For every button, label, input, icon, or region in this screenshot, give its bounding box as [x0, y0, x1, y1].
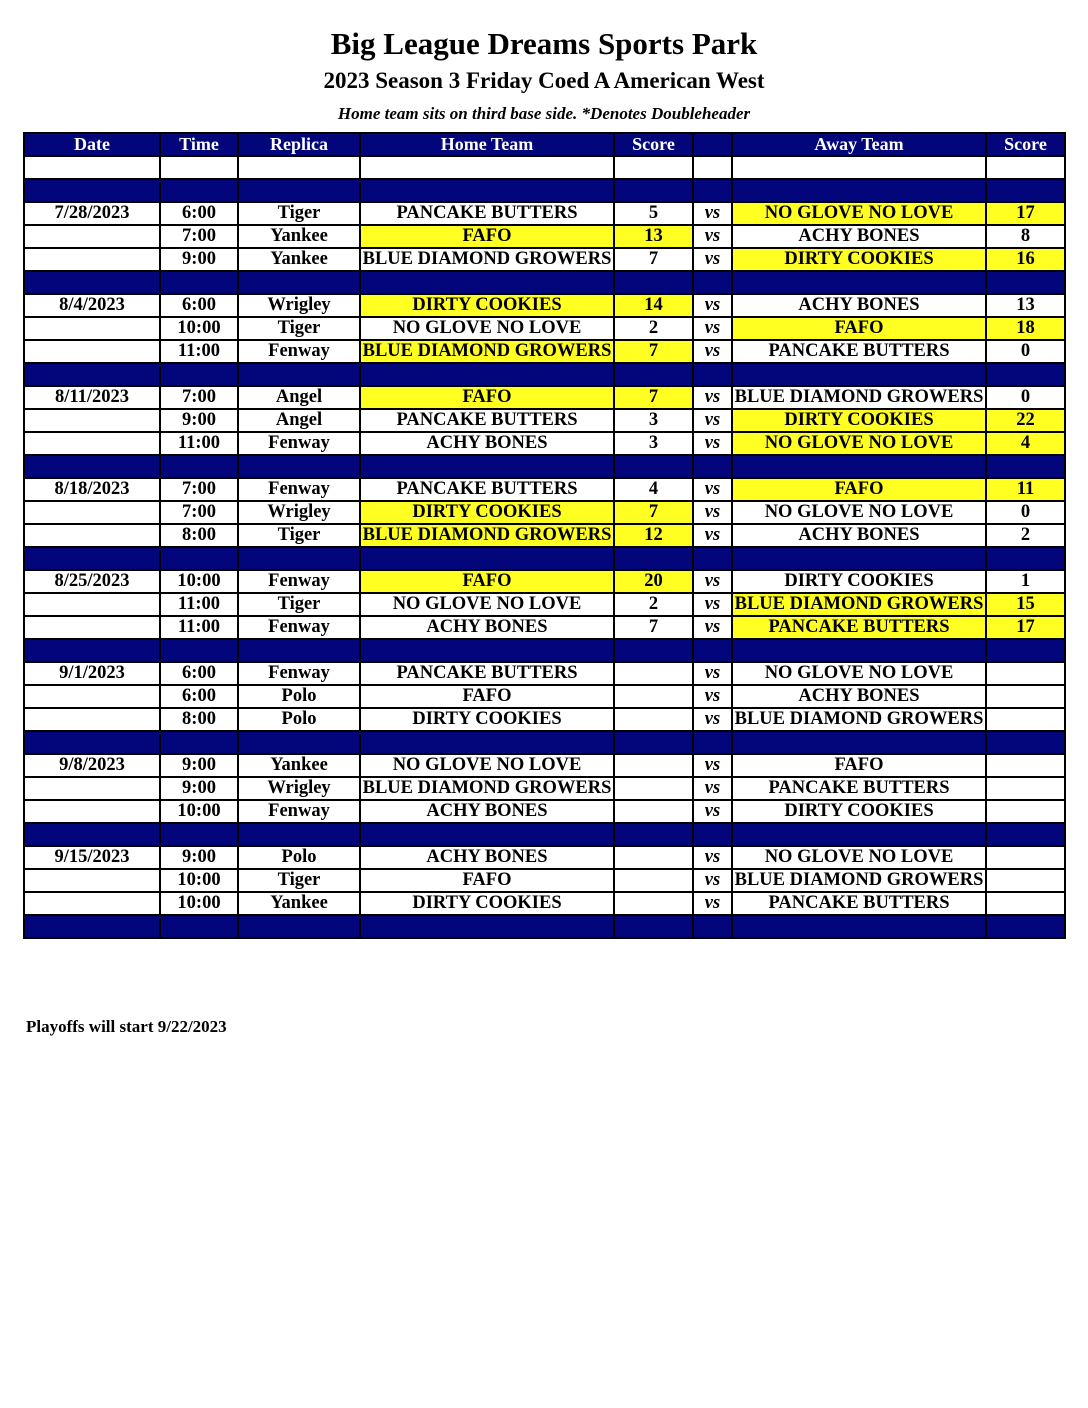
blank-row [24, 156, 1065, 179]
game-date: 8/25/2023 [24, 570, 160, 593]
vs-label: vs [693, 386, 732, 409]
vs-label: vs [693, 685, 732, 708]
away-team: DIRTY COOKIES [732, 800, 986, 823]
game-row [24, 685, 1065, 708]
home-score: 7 [614, 386, 693, 409]
game-time: 9:00 [160, 409, 238, 432]
header-row [24, 133, 1065, 156]
vs-label: vs [693, 432, 732, 455]
game-row [24, 409, 1065, 432]
game-time: 11:00 [160, 340, 238, 363]
week-separator-band [24, 271, 1065, 294]
home-score: 2 [614, 317, 693, 340]
game-time: 9:00 [160, 846, 238, 869]
game-row [24, 478, 1065, 501]
home-team: PANCAKE BUTTERS [360, 202, 614, 225]
game-row [24, 616, 1065, 639]
game-replica: Yankee [238, 248, 360, 271]
game-replica: Yankee [238, 754, 360, 777]
away-score: 13 [986, 294, 1065, 317]
away-score [986, 662, 1065, 685]
game-row [24, 225, 1065, 248]
home-team: PANCAKE BUTTERS [360, 409, 614, 432]
away-score: 17 [986, 202, 1065, 225]
schedule-note: Home team sits on third base side. *Denotes Doubleheader [337, 104, 751, 123]
game-date [24, 892, 160, 915]
home-team: DIRTY COOKIES [360, 294, 614, 317]
game-time: 8:00 [160, 708, 238, 731]
vs-label: vs [693, 777, 732, 800]
page-subtitle: 2023 Season 3 Friday Coed A American West [323, 68, 765, 93]
vs-label: vs [693, 662, 732, 685]
game-time: 6:00 [160, 685, 238, 708]
vs-label: vs [693, 202, 732, 225]
game-time: 10:00 [160, 892, 238, 915]
home-score: 3 [614, 432, 693, 455]
game-time: 7:00 [160, 501, 238, 524]
col-time-header: Time [160, 133, 238, 156]
game-row [24, 846, 1065, 869]
col-away-team-header: Away Team [732, 133, 986, 156]
week-separator-band [24, 915, 1065, 938]
home-team: NO GLOVE NO LOVE [360, 317, 614, 340]
away-team: BLUE DIAMOND GROWERS [732, 708, 986, 731]
game-time: 11:00 [160, 593, 238, 616]
game-replica: Fenway [238, 340, 360, 363]
away-team: PANCAKE BUTTERS [732, 777, 986, 800]
home-team: FAFO [360, 685, 614, 708]
away-score: 11 [986, 478, 1065, 501]
vs-label: vs [693, 501, 732, 524]
game-date: 8/18/2023 [24, 478, 160, 501]
away-score [986, 685, 1065, 708]
away-team: NO GLOVE NO LOVE [732, 662, 986, 685]
game-row [24, 501, 1065, 524]
game-date: 9/1/2023 [24, 662, 160, 685]
home-team: PANCAKE BUTTERS [360, 478, 614, 501]
home-team: PANCAKE BUTTERS [360, 662, 614, 685]
home-score: 2 [614, 593, 693, 616]
game-replica: Fenway [238, 662, 360, 685]
away-team: FAFO [732, 754, 986, 777]
vs-label: vs [693, 478, 732, 501]
game-time: 6:00 [160, 202, 238, 225]
game-row [24, 524, 1065, 547]
game-date: 9/8/2023 [24, 754, 160, 777]
game-date [24, 616, 160, 639]
game-row [24, 708, 1065, 731]
game-date [24, 524, 160, 547]
vs-label: vs [693, 708, 732, 731]
away-team: ACHY BONES [732, 225, 986, 248]
game-row [24, 340, 1065, 363]
game-replica: Angel [238, 386, 360, 409]
game-date [24, 248, 160, 271]
home-score: 7 [614, 501, 693, 524]
game-date [24, 501, 160, 524]
away-score: 0 [986, 386, 1065, 409]
game-time: 7:00 [160, 225, 238, 248]
home-score [614, 869, 693, 892]
vs-label: vs [693, 225, 732, 248]
schedule-table [23, 132, 1066, 939]
away-score [986, 754, 1065, 777]
away-score: 1 [986, 570, 1065, 593]
vs-label: vs [693, 869, 732, 892]
game-replica: Fenway [238, 432, 360, 455]
col-replica-header: Replica [238, 133, 360, 156]
game-row [24, 593, 1065, 616]
home-team: FAFO [360, 225, 614, 248]
home-team: DIRTY COOKIES [360, 501, 614, 524]
home-team: FAFO [360, 570, 614, 593]
away-score: 2 [986, 524, 1065, 547]
game-date [24, 869, 160, 892]
game-replica: Polo [238, 846, 360, 869]
home-score [614, 892, 693, 915]
game-time: 10:00 [160, 570, 238, 593]
away-score [986, 846, 1065, 869]
game-replica: Fenway [238, 478, 360, 501]
vs-label: vs [693, 800, 732, 823]
home-team: ACHY BONES [360, 432, 614, 455]
vs-label: vs [693, 340, 732, 363]
game-date [24, 225, 160, 248]
away-score: 8 [986, 225, 1065, 248]
vs-label: vs [693, 294, 732, 317]
game-replica: Wrigley [238, 501, 360, 524]
page-title: Big League Dreams Sports Park [330, 26, 758, 61]
game-replica: Polo [238, 685, 360, 708]
game-date [24, 340, 160, 363]
game-row [24, 662, 1065, 685]
away-team: NO GLOVE NO LOVE [732, 501, 986, 524]
home-team: BLUE DIAMOND GROWERS [360, 248, 614, 271]
vs-label: vs [693, 754, 732, 777]
home-score [614, 846, 693, 869]
col-vs-header [693, 133, 732, 156]
away-team: ACHY BONES [732, 685, 986, 708]
home-score: 20 [614, 570, 693, 593]
away-score [986, 869, 1065, 892]
game-row [24, 869, 1065, 892]
home-team: BLUE DIAMOND GROWERS [360, 524, 614, 547]
game-time: 9:00 [160, 777, 238, 800]
away-score: 0 [986, 340, 1065, 363]
away-team: BLUE DIAMOND GROWERS [732, 869, 986, 892]
game-date: 7/28/2023 [24, 202, 160, 225]
game-replica: Tiger [238, 524, 360, 547]
home-score: 5 [614, 202, 693, 225]
game-replica: Fenway [238, 616, 360, 639]
home-team: BLUE DIAMOND GROWERS [360, 340, 614, 363]
away-score: 15 [986, 593, 1065, 616]
game-replica: Yankee [238, 225, 360, 248]
game-date [24, 593, 160, 616]
game-time: 7:00 [160, 478, 238, 501]
game-row [24, 386, 1065, 409]
home-score: 13 [614, 225, 693, 248]
away-score [986, 800, 1065, 823]
home-score [614, 708, 693, 731]
game-time: 11:00 [160, 432, 238, 455]
game-time: 6:00 [160, 294, 238, 317]
home-score [614, 685, 693, 708]
game-row [24, 248, 1065, 271]
game-replica: Angel [238, 409, 360, 432]
vs-label: vs [693, 593, 732, 616]
game-date: 8/11/2023 [24, 386, 160, 409]
col-home-team-header: Home Team [360, 133, 614, 156]
home-team: ACHY BONES [360, 616, 614, 639]
vs-label: vs [693, 846, 732, 869]
game-date [24, 685, 160, 708]
away-team: NO GLOVE NO LOVE [732, 432, 986, 455]
away-team: PANCAKE BUTTERS [732, 340, 986, 363]
game-replica: Tiger [238, 202, 360, 225]
away-score [986, 708, 1065, 731]
week-separator-band [24, 823, 1065, 846]
game-row [24, 294, 1065, 317]
game-replica: Yankee [238, 892, 360, 915]
away-score: 17 [986, 616, 1065, 639]
week-separator-band [24, 179, 1065, 202]
playoffs-note: Playoffs will start 9/22/2023 [26, 1017, 227, 1036]
away-score: 0 [986, 501, 1065, 524]
away-score [986, 892, 1065, 915]
col-away-score-header: Score [986, 133, 1065, 156]
week-separator-band [24, 547, 1065, 570]
game-replica: Polo [238, 708, 360, 731]
away-score: 18 [986, 317, 1065, 340]
game-replica: Wrigley [238, 294, 360, 317]
vs-label: vs [693, 409, 732, 432]
game-time: 11:00 [160, 616, 238, 639]
away-score [986, 777, 1065, 800]
game-time: 9:00 [160, 248, 238, 271]
vs-label: vs [693, 248, 732, 271]
away-score: 22 [986, 409, 1065, 432]
away-team: DIRTY COOKIES [732, 248, 986, 271]
away-team: FAFO [732, 317, 986, 340]
home-score: 3 [614, 409, 693, 432]
game-replica: Fenway [238, 570, 360, 593]
game-time: 9:00 [160, 754, 238, 777]
away-team: ACHY BONES [732, 524, 986, 547]
home-team: BLUE DIAMOND GROWERS [360, 777, 614, 800]
game-time: 10:00 [160, 869, 238, 892]
home-score [614, 662, 693, 685]
away-score: 4 [986, 432, 1065, 455]
game-time: 10:00 [160, 317, 238, 340]
home-team: DIRTY COOKIES [360, 892, 614, 915]
away-team: PANCAKE BUTTERS [732, 616, 986, 639]
game-row [24, 570, 1065, 593]
home-team: ACHY BONES [360, 800, 614, 823]
away-team: BLUE DIAMOND GROWERS [732, 593, 986, 616]
away-score: 16 [986, 248, 1065, 271]
vs-label: vs [693, 892, 732, 915]
game-date [24, 777, 160, 800]
game-row [24, 892, 1065, 915]
away-team: PANCAKE BUTTERS [732, 892, 986, 915]
game-replica: Tiger [238, 317, 360, 340]
away-team: NO GLOVE NO LOVE [732, 202, 986, 225]
game-replica: Wrigley [238, 777, 360, 800]
home-team: NO GLOVE NO LOVE [360, 754, 614, 777]
home-score [614, 754, 693, 777]
game-date [24, 317, 160, 340]
week-separator-band [24, 639, 1065, 662]
vs-label: vs [693, 524, 732, 547]
home-score: 7 [614, 616, 693, 639]
game-replica: Tiger [238, 593, 360, 616]
home-score [614, 777, 693, 800]
game-date: 9/15/2023 [24, 846, 160, 869]
game-time: 10:00 [160, 800, 238, 823]
game-replica: Fenway [238, 800, 360, 823]
week-separator-band [24, 455, 1065, 478]
week-separator-band [24, 363, 1065, 386]
home-score: 12 [614, 524, 693, 547]
schedule-body [24, 156, 1065, 938]
col-date-header: Date [24, 133, 160, 156]
game-date: 8/4/2023 [24, 294, 160, 317]
game-date [24, 708, 160, 731]
game-row [24, 432, 1065, 455]
home-score: 7 [614, 248, 693, 271]
game-date [24, 409, 160, 432]
home-team: ACHY BONES [360, 846, 614, 869]
game-row [24, 202, 1065, 225]
week-separator-band [24, 731, 1065, 754]
game-row [24, 777, 1065, 800]
game-time: 6:00 [160, 662, 238, 685]
game-row [24, 317, 1065, 340]
home-team: NO GLOVE NO LOVE [360, 593, 614, 616]
vs-label: vs [693, 616, 732, 639]
game-time: 7:00 [160, 386, 238, 409]
home-score [614, 800, 693, 823]
away-team: DIRTY COOKIES [732, 409, 986, 432]
away-team: BLUE DIAMOND GROWERS [732, 386, 986, 409]
col-home-score-header: Score [614, 133, 693, 156]
game-row [24, 754, 1065, 777]
game-date [24, 800, 160, 823]
game-row [24, 800, 1065, 823]
away-team: DIRTY COOKIES [732, 570, 986, 593]
game-time: 8:00 [160, 524, 238, 547]
vs-label: vs [693, 570, 732, 593]
away-team: NO GLOVE NO LOVE [732, 846, 986, 869]
away-team: FAFO [732, 478, 986, 501]
game-date [24, 432, 160, 455]
home-score: 4 [614, 478, 693, 501]
game-replica: Tiger [238, 869, 360, 892]
home-team: FAFO [360, 386, 614, 409]
home-score: 7 [614, 340, 693, 363]
vs-label: vs [693, 317, 732, 340]
home-team: DIRTY COOKIES [360, 708, 614, 731]
home-team: FAFO [360, 869, 614, 892]
away-team: ACHY BONES [732, 294, 986, 317]
home-score: 14 [614, 294, 693, 317]
